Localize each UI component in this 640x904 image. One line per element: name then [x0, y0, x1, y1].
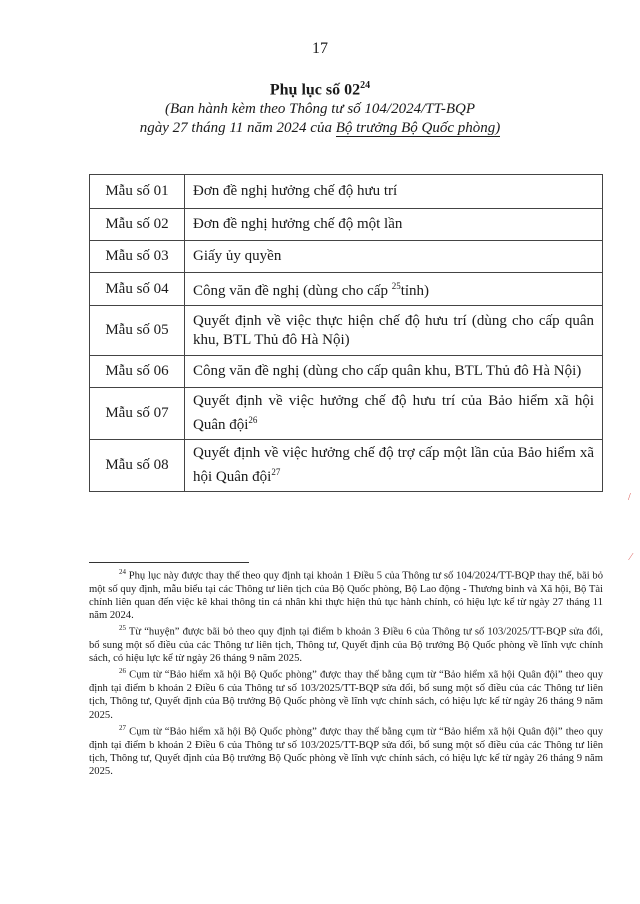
- form-code: Mẫu số 02: [90, 209, 185, 241]
- form-description-text: Quyết định về việc hưởng chế độ trợ cấp một lần của Bảo hiểm xã hội Quân đội: [193, 445, 594, 485]
- form-description: [185, 440, 603, 492]
- footnote: [89, 665, 603, 721]
- footnote-divider: [89, 562, 249, 563]
- issuance-line-2-b: Bộ trưởng Bộ Quốc phòng): [335, 120, 501, 136]
- form-description: Giấy ủy quyền: [185, 241, 603, 273]
- footnote-text: Cụm từ “Bảo hiểm xã hội Bộ Quốc phòng” được thay thế bằng cụm từ “Bảo hiểm xã hội Quân đội” theo quy định tại điểm b khoản 2 Điều 6 của Thông tư số 103/2025/TT-BQP sửa đổi, bổ sung một số điều của các Thông tư liên tịch, Thông tư, Quyết định của Bộ trưởng Bộ Quốc phòng về lĩnh vực chính sách, có hiệu lực kể từ ngày 26 tháng 9 năm 2025.: [89, 670, 603, 721]
- margin-mark-icon: /: [628, 492, 631, 503]
- form-description-text: Quyết định về việc hưởng chế độ hưu trí của Bảo hiểm xã hội Quân đội: [193, 393, 594, 433]
- footnote-text: Phụ lục này được thay thế theo quy định tại khoản 1 Điều 5 của Thông tư số 104/2024/TT-BQP thay thế, bãi bỏ một số quy định, mẫu biểu tại các Thông tư liên tịch của Bộ Quốc phòng, Bộ Lao động - Thương binh và Xã hội, Bộ Tài chính liên quan đến việc kê khai thông tin cá nhân khi thực hiện thủ tục hành chính, có hiệu lực kể từ ngày 27 tháng 11 năm 2024.: [89, 570, 603, 622]
- footnote-ref: 27: [271, 467, 281, 477]
- form-description-part: Công văn đề nghị (dùng cho cấp: [193, 283, 392, 299]
- form-description: Đơn đề nghị hưởng chế độ một lần: [185, 209, 603, 241]
- footnote: [89, 566, 603, 622]
- footnote: [89, 622, 603, 665]
- page-title: [0, 80, 640, 99]
- issuance-line-1: (Ban hành kèm theo Thông tư số 104/2024/TT-BQP: [165, 101, 475, 117]
- form-code: Mẫu số 08: [90, 440, 185, 492]
- margin-mark-icon: ⁄: [630, 552, 632, 563]
- form-description: Công văn đề nghị (dùng cho cấp quân khu, BTL Thủ đô Hà Nội): [185, 356, 603, 388]
- title-footnote-ref: 24: [360, 80, 371, 91]
- table-row: [90, 175, 603, 209]
- table-row: [90, 440, 603, 492]
- table-row: [90, 356, 603, 388]
- issuance-line-2-a: ngày 27 tháng 11 năm 2024 của: [139, 120, 336, 136]
- issuance-note: [0, 100, 640, 138]
- form-code: Mẫu số 03: [90, 241, 185, 273]
- form-code: Mẫu số 05: [90, 306, 185, 356]
- form-code: Mẫu số 06: [90, 356, 185, 388]
- footnote-number: 24: [119, 568, 126, 576]
- form-code: Mẫu số 04: [90, 273, 185, 306]
- footnote: [89, 722, 603, 778]
- title-text: Phụ lục số 02: [269, 81, 361, 99]
- footnote-text: Từ “huyện” được bãi bỏ theo quy định tại điểm b khoản 3 Điều 6 của Thông tư số 103/2025/TT-BQP sửa đổi, bổ sung một số điều của các Thông tư liên tịch, Thông tư, Quyết định của Bộ trưởng Bộ Quốc phòng về lĩnh vực chính sách, có hiệu lực kể từ ngày 26 tháng 9 năm 2025.: [89, 626, 603, 665]
- issuance-line-2: [0, 119, 640, 138]
- form-description: Đơn đề nghị hưởng chế độ hưu trí: [185, 175, 603, 209]
- form-description: [185, 273, 603, 306]
- footnote-number: 26: [119, 667, 126, 676]
- footnote-ref: 26: [248, 415, 258, 425]
- table-row: [90, 388, 603, 440]
- form-code: Mẫu số 01: [90, 175, 185, 209]
- page-number: 17: [312, 40, 328, 57]
- footnote-ref: 25: [391, 281, 401, 291]
- form-description: [185, 388, 603, 440]
- footnote-text: Cụm từ “Bảo hiểm xã hội Bộ Quốc phòng” được thay thế bằng cụm từ “Bảo hiểm xã hội Quân đội” theo quy định tại điểm b khoản 2 Điều 6 của Thông tư số 103/2025/TT-BQP sửa đổi, bổ sung một số điều của các Thông tư liên tịch, Thông tư, Quyết định của Bộ trưởng Bộ Quốc phòng về lĩnh vực chính sách, có hiệu lực kể từ ngày 26 tháng 9 năm 2025.: [89, 726, 603, 777]
- table-row: [90, 209, 603, 241]
- footnotes: [89, 566, 603, 778]
- table-row: [90, 306, 603, 356]
- form-description: Quyết định về việc thực hiện chế độ hưu trí (dùng cho cấp quân khu, BTL Thủ đô Hà Nội): [185, 306, 603, 356]
- footnote-number: 27: [119, 723, 126, 732]
- table-row: [90, 273, 603, 306]
- form-code: Mẫu số 07: [90, 388, 185, 440]
- table-row: [90, 241, 603, 273]
- forms-table: [89, 174, 603, 492]
- footnote-number: 25: [119, 624, 126, 633]
- form-description-part: tỉnh): [400, 283, 430, 299]
